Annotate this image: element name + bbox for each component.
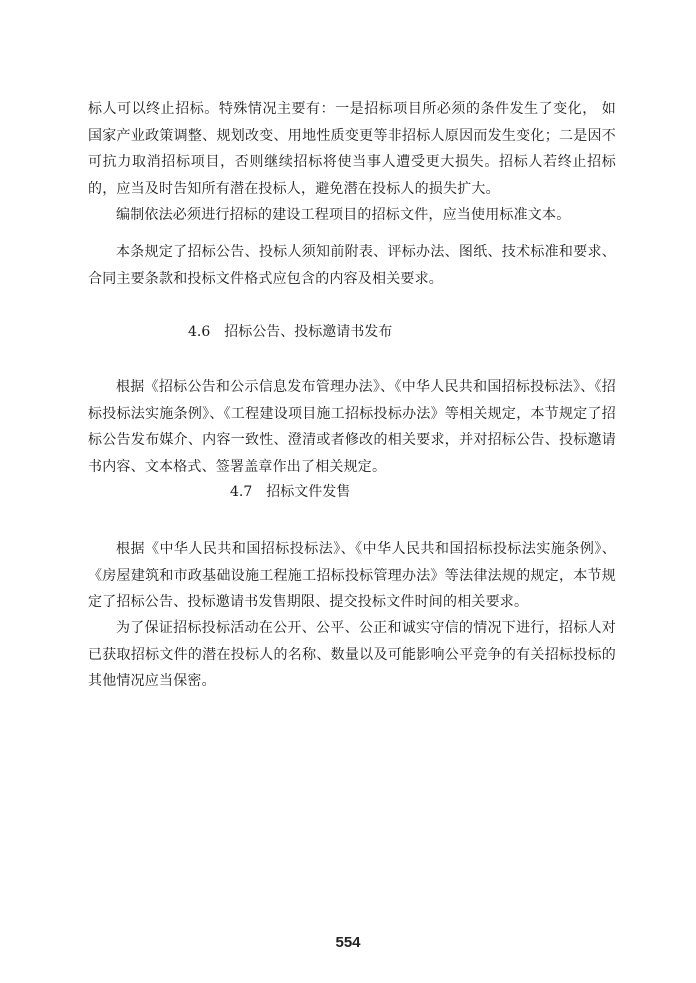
paragraph-termination-conditions: 标人可以终止招标。特殊情况主要有：一是招标项目所必须的条件发生了变化， 如国家产业政策调整、规划改变、用地性质变更等非招标人原因而发生变化；二是因不可抗力取消招标项目，否则继续招标将使当事人遭受更大损失。招标人若终止招标的，应当及时告知所有潜在投标人，避免潜在投标人的损失扩大。 xyxy=(88,101,616,197)
section-title: 招标文件发售 xyxy=(266,484,351,500)
paragraph-confidentiality: 为了保证招标投标活动在公开、公平、公正和诚实守信的情况下进行，招标人对已获取招标文件的潜在投标人的名称、数量以及可能影响公平竞争的有关招标投标的其他情况应当保密。 xyxy=(88,620,616,689)
section-title: 招标公告、投标邀请书发布 xyxy=(224,324,393,340)
paragraph-announcement-rules: 根据《招标公告和公示信息发布管理办法》、《中华人民共和国招标投标法》、《招标投标法实施条例》、《工程建设项目施工招标投标办法》等相关规定，本节规定了招标公告发布媒介、内容一致性、澄清或者修改的相关要求，并对招标公告、投标邀请书内容、文本格式、签署盖章作出了相关规定。 xyxy=(88,379,616,475)
paragraph-sale-deadline: 根据《中华人民共和国招标投标法》、《中华人民共和国招标投标法实施条例》、《房屋建筑和市政基础设施工程施工招标投标管理办法》等法律法规的规定，本节规定了招标公告、投标邀请书发售期限、提交投标文件时间的相关要求。 xyxy=(88,541,616,610)
page-number: 554 xyxy=(335,934,361,951)
paragraph-section-requirements: 本条规定了招标公告、投标人须知前附表、评标办法、图纸、技术标准和要求、合同主要条款和投标文件格式应包含的内容及相关要求。 xyxy=(88,244,616,287)
section-heading-4-7 xyxy=(230,482,350,502)
section-number: 4.6 xyxy=(188,324,211,340)
section-number: 4.7 xyxy=(230,484,253,500)
paragraph-standard-text: 编制依法必须进行招标的建设工程项目的招标文件，应当使用标准文本。 xyxy=(116,207,571,223)
section-heading-4-6 xyxy=(188,322,392,342)
